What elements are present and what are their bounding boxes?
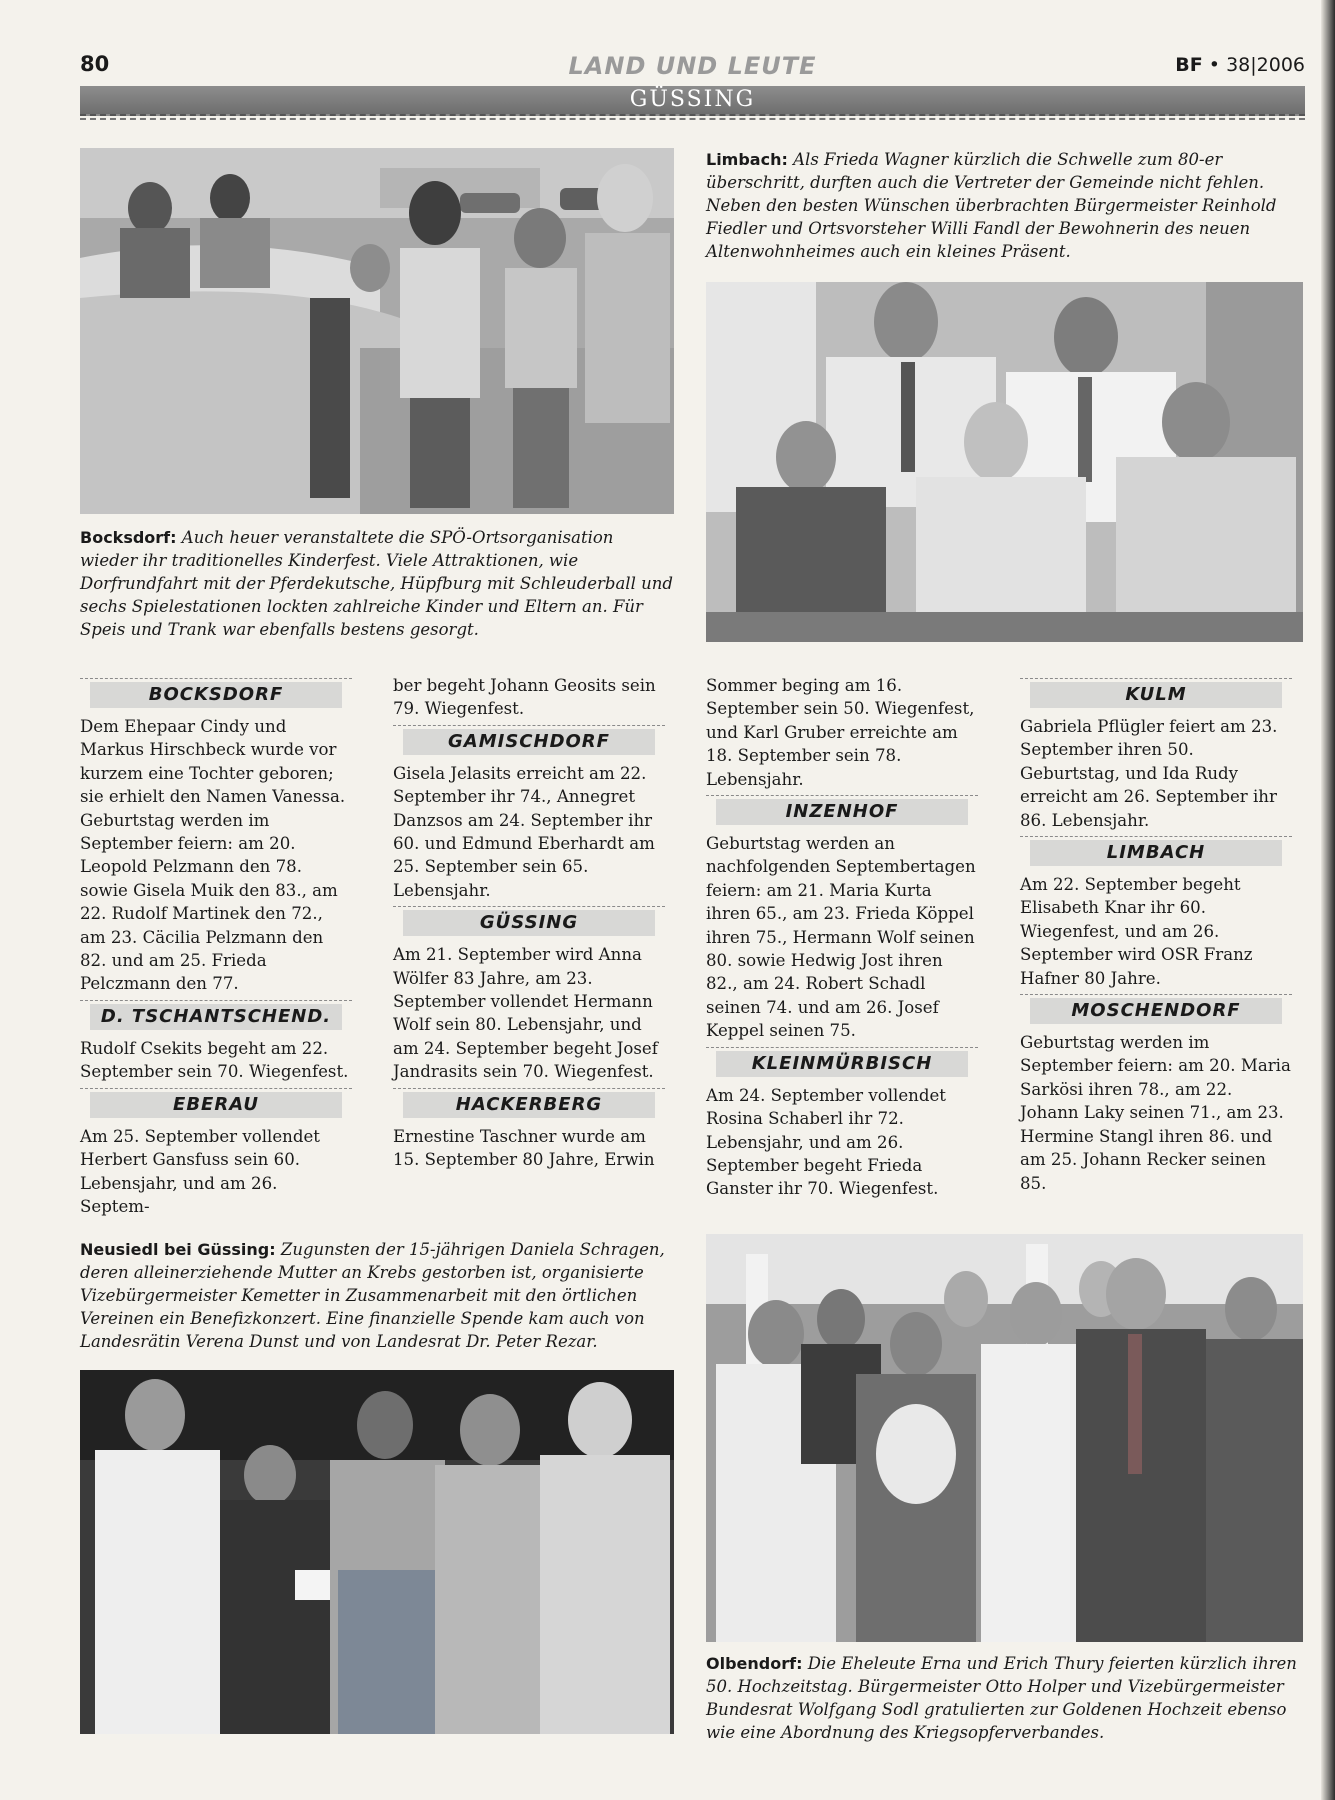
caption-limbach (706, 148, 1303, 263)
caption-neusiedl (80, 1238, 674, 1353)
section-text: Ernestine Taschner wurde am 15. September 80 Jahre, Erwin (393, 1126, 655, 1170)
page-edge-shadow (1321, 0, 1335, 1800)
section-text: Am 24. September vollendet Rosina Schaberl ihr 72. Lebensjahr, und am 26. September begeht Frieda Ganster ihr 70. Wiegenfest. (706, 1085, 946, 1199)
section-text: Sommer beging am 16. September sein 50. Wiegenfest, und Karl Gruber erreichte am 18. September sein 78. Lebensjahr. (706, 676, 975, 789)
section-heading: D. TSCHANTSCHEND. (80, 1000, 352, 1031)
caption-place: Limbach: (706, 150, 788, 169)
section-heading: KLEINMÜRBISCH (706, 1047, 978, 1078)
column-4 (1020, 674, 1292, 1195)
section-text: Am 22. September begeht Elisabeth Knar ihr 60. Wiegenfest, und am 26. September wird OSR Franz Hafner 80 Jahre. (1020, 875, 1253, 988)
column-3 (706, 674, 978, 1201)
rubric-title: LAND UND LEUTE (568, 52, 817, 80)
section-text: Rudolf Csekits begeht am 22. September sein 70. Wiegenfest. (80, 1038, 349, 1082)
section-text: ber begeht Johann Geosits sein 79. Wiegenfest. (393, 676, 656, 719)
section-heading: KULM (1020, 678, 1292, 709)
section-text: Gisela Jelasits erreicht am 22. September ihr 74., Annegret Danzsos am 24. September ihr 60. und Edmund Eberhardt am 25. September sein 65. Lebensjahr. (393, 763, 655, 900)
header-divider (80, 118, 1305, 120)
photo-limbach-image (706, 282, 1303, 642)
column-1 (80, 674, 352, 1218)
region-title: GÜSSING (629, 87, 756, 112)
photo-neusiedl-image (80, 1370, 674, 1734)
issue-separator: • (1208, 54, 1221, 76)
caption-text: Als Frieda Wagner kürzlich die Schwelle zum 80-er überschritt, durften auch die Vertreter der Gemeinde nicht fehlen. Neben den besten Wünschen überbrachten Bürgermeister Reinhold Fiedler und Ortsvorsteher Willi Fandl der Bewohnerin des neuen Altenwohnheimes auch ein kleines Präsent. (706, 150, 1277, 261)
caption-text: Die Eheleute Erna und Erich Thury feierten kürzlich ihren 50. Hochzeitstag. Bürgermeister Otto Holper und Vizebürgermeister Bundesrat Wolfgang Sodl gratulierten zur Goldenen Hochzeit ebenso wie eine Abordnung des Kriegsopferverbandes. (706, 1654, 1297, 1742)
section-heading: LIMBACH (1020, 836, 1292, 867)
section-text: Gabriela Pflügler feiert am 23. September ihren 50. Geburtstag, und Ida Rudy erreicht am 26. September ihr 86. Lebensjahr. (1020, 717, 1278, 830)
page-number: 80 (80, 52, 110, 76)
section-heading: EBERAU (80, 1088, 352, 1119)
section-text: Dem Ehepaar Cindy und Markus Hirschbeck wurde vor kurzem eine Tochter geboren; sie erhielt den Namen Vanessa. Geburtstag werden im September feiern: am 20. Leopold Pelzmann den 78. sowie Gisela Muik den 83., am 22. Rudolf Martinek den 72., am 23. Cäcilia Pelzmann den 82. und am 25. Frieda Pelczmann den 77. (80, 717, 346, 994)
caption-olbendorf (706, 1652, 1303, 1744)
section-text: Am 21. September wird Anna Wölfer 83 Jahre, am 23. September vollendet Hermann Wolf sein 80. Lebensjahr, und am 24. September begeht Josef Jandrasits sein 70. Wiegenfest. (393, 945, 658, 1082)
caption-place: Bocksdorf: (80, 528, 177, 547)
photo-limbach (706, 282, 1303, 642)
section-text: Geburtstag werden im September feiern: am 20. Maria Sarkösi ihren 78., am 22. Johann Laky seinen 71., am 23. Hermine Stangl ihren 86. und am 25. Johann Recker seinen 85. (1020, 1033, 1291, 1193)
issue-brand: BF (1175, 54, 1203, 76)
caption-bocksdorf (80, 526, 674, 641)
caption-place: Olbendorf: (706, 1654, 803, 1673)
column-2 (393, 674, 665, 1172)
photo-bocksdorf-image (80, 148, 674, 514)
section-heading: GAMISCHDORF (393, 725, 665, 756)
section-heading: GÜSSING (393, 906, 665, 937)
photo-neusiedl (80, 1370, 674, 1734)
section-text: Am 25. September vollendet Herbert Gansfuss sein 60. Lebensjahr, und am 26. Septem- (80, 1126, 320, 1216)
section-heading: BOCKSDORF (80, 678, 352, 709)
caption-text: Zugunsten der 15-jährigen Daniela Schragen, deren alleinerziehende Mutter an Krebs gestorben ist, organisierte Vizebürgermeister Kemetter in Zusammenarbeit mit den örtlichen Vereinen ein Benefizkonzert. Eine finanzielle Spende kam auch von Landesrätin Verena Dunst und von Landesrat Dr. Peter Rezar. (80, 1240, 665, 1351)
photo-olbendorf-image (706, 1234, 1303, 1642)
region-band (80, 86, 1305, 116)
photo-olbendorf (706, 1234, 1303, 1642)
caption-text: Auch heuer veranstaltete die SPÖ-Ortsorganisation wieder ihr traditionelles Kinderfest. Viele Attraktionen, wie Dorfrundfahrt mit der Pferdekutsche, Hüpfburg mit Schleuderball und sechs Spielestationen lockten zahlreiche Kinder und Eltern an. Für Speis und Trank war ebenfalls bestens gesorgt. (80, 528, 673, 639)
caption-place: Neusiedl bei Güssing: (80, 1240, 276, 1259)
page-header (80, 52, 1305, 86)
issue-info (1175, 54, 1305, 76)
section-heading: HACKERBERG (393, 1088, 665, 1119)
photo-bocksdorf (80, 148, 674, 514)
section-text: Geburtstag werden an nachfolgenden Septembertagen feiern: am 21. Maria Kurta ihren 65., am 23. Frieda Köppel ihren 75., Hermann Wolf seinen 80. sowie Hedwig Jost ihren 82., am 24. Robert Schadl seinen 74. und am 26. Josef Keppel seinen 75. (706, 834, 976, 1041)
section-heading: MOSCHENDORF (1020, 994, 1292, 1025)
section-heading: INZENHOF (706, 795, 978, 826)
issue-number: 38|2006 (1226, 54, 1305, 76)
